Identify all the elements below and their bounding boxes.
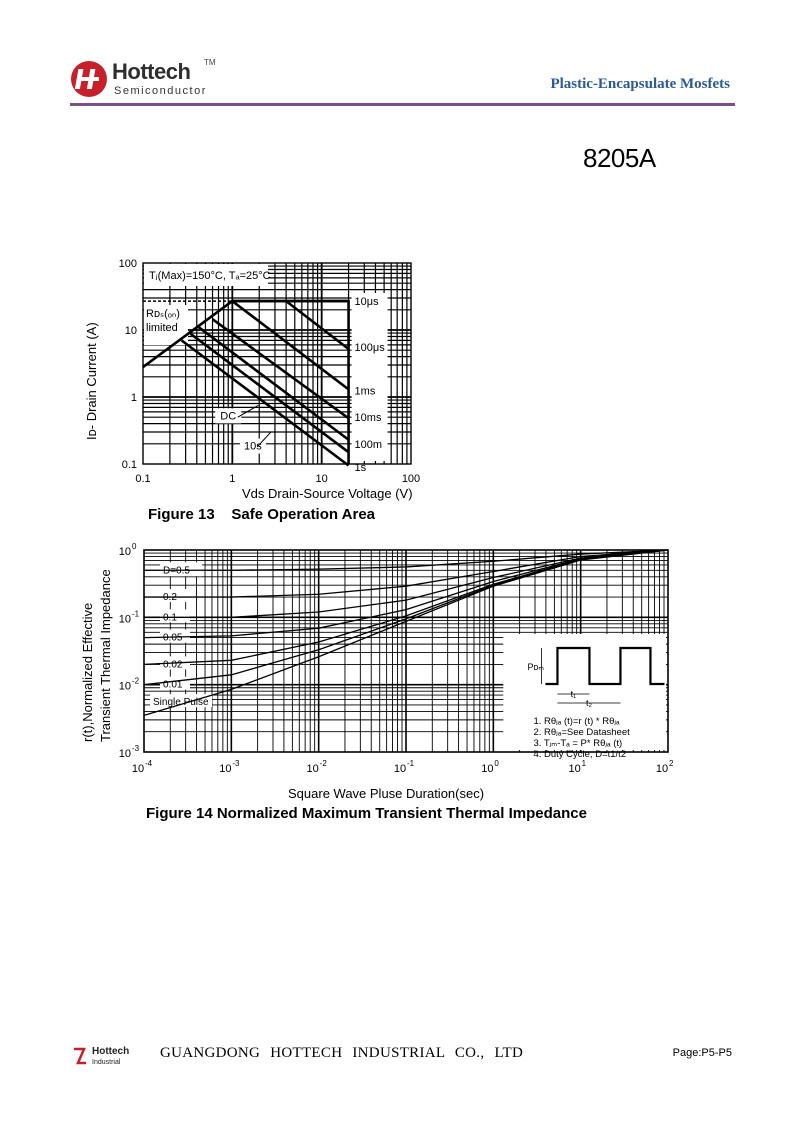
header-divider — [70, 103, 735, 106]
soa-10s-label: 10s — [244, 440, 262, 453]
document-category-title: Plastic-Encapsulate Mosfets — [550, 76, 730, 92]
soa-chart — [70, 250, 450, 505]
trademark: TM — [204, 58, 216, 67]
thermal-y-axis-label-line2: Transient Thermal Impedance — [98, 569, 113, 742]
thermal-impedance-chart — [70, 538, 680, 803]
thermal-x-tick-exponent: 1 — [581, 759, 587, 768]
thermal-y-tick-base: 10 — [118, 680, 131, 693]
brand-name: Hottech — [112, 59, 191, 84]
inset-note: 4. Duty Cycle, D=t1/t2 — [533, 749, 627, 760]
page-number: Page:P5-P5 — [672, 1047, 732, 1059]
soa-rds-limited-label: limited — [146, 322, 178, 334]
soa-x-tick-label: 1 — [229, 473, 236, 485]
pdm-label: Pᴅₘ — [527, 662, 545, 672]
footer-company-name: GUANGDONG HOTTECH INDUSTRIAL CO., LTD — [160, 1045, 524, 1061]
company-logo — [70, 60, 108, 98]
soa-series-label: 10ms — [354, 412, 382, 425]
soa-x-tick-label: 10 — [315, 473, 328, 485]
thermal-series-label: D=0.5 — [163, 565, 190, 577]
soa-series-label: 100m — [354, 438, 383, 451]
thermal-x-tick-exponent: -3 — [232, 759, 240, 768]
soa-x-tick-label: 100 — [401, 473, 421, 485]
thermal-x-tick-base: 10 — [131, 763, 145, 775]
thermal-series-label: 0.2 — [163, 592, 177, 604]
figure-13-title: Safe Operation Area — [231, 506, 376, 523]
soa-frame — [143, 263, 411, 464]
thermal-y-axis-label-line1: r(t),Normalized Effective — [80, 602, 95, 742]
thermal-x-tick-base: 10 — [655, 763, 669, 775]
thermal-x-tick-base: 10 — [393, 763, 407, 775]
inset-note: 3. Tⱼₘ-Tₐ = P* Rθⱼₐ (t) — [533, 738, 623, 749]
figure-14-caption: Figure 14 Normalized Maximum Transient Thermal Impedance — [146, 805, 587, 822]
footer-logo-text: Hottech — [92, 1046, 130, 1057]
thermal-x-tick-base: 10 — [306, 763, 319, 775]
inset-note: 1. Rθⱼₐ (t)=r (t) * Rθⱼₐ — [533, 716, 620, 727]
thermal-series-label: 0.01 — [163, 679, 183, 691]
soa-dc-label: DC — [220, 410, 237, 423]
thermal-series-label: Single Pulse — [153, 697, 209, 709]
soa-y-tick-label: 1 — [130, 392, 137, 404]
t1-label: t₁ — [570, 689, 577, 699]
soa-y-tick-label: 100 — [118, 258, 137, 270]
soa-conditions-label: Tⱼ(Max)=150°C, Tₐ=25°C — [149, 270, 271, 282]
soa-series-label: 10μs — [354, 296, 379, 309]
footer-logo — [72, 1043, 134, 1067]
thermal-x-axis-label: Square Wave Pluse Duration(sec) — [288, 786, 485, 801]
t2-label: t₂ — [585, 698, 592, 708]
thermal-series-label: 0.1 — [163, 612, 177, 624]
thermal-y-tick-exponent: 0 — [132, 542, 137, 551]
soa-rds-label: Rᴅₛ(ₒₙ) — [146, 308, 180, 320]
soa-series-label: 100μs — [354, 341, 385, 354]
thermal-x-tick-base: 10 — [568, 763, 581, 775]
soa-x-tick-label: 0.1 — [135, 473, 151, 485]
thermal-y-tick-base: 10 — [118, 546, 131, 558]
footer-logo-sub: Industrial — [92, 1059, 121, 1066]
soa-series-label: 1ms — [354, 385, 376, 398]
thermal-series-label: 0.05 — [163, 632, 183, 644]
soa-x-axis-label: Vds Drain-Source Voltage (V) — [242, 486, 413, 501]
brand-subtitle: Semiconductor — [114, 85, 207, 97]
thermal-y-tick-exponent: -1 — [132, 609, 140, 619]
thermal-y-tick-exponent: -3 — [132, 744, 140, 753]
thermal-x-tick-exponent: -2 — [319, 759, 327, 768]
figure-13-caption — [148, 506, 375, 523]
thermal-y-tick-base: 10 — [118, 613, 131, 626]
soa-series-label: 1s — [354, 462, 367, 475]
soa-y-tick-label: 10 — [124, 325, 137, 337]
figure-13-number: Figure 13 — [148, 506, 215, 523]
thermal-x-tick-base: 10 — [481, 763, 494, 775]
thermal-x-tick-base: 10 — [219, 763, 232, 775]
soa-series-line — [190, 334, 348, 452]
part-number: 8205A — [583, 143, 656, 173]
thermal-x-tick-exponent: 0 — [494, 759, 499, 768]
soa-y-tick-label: 0.1 — [121, 459, 137, 471]
thermal-x-tick-exponent: -1 — [407, 759, 415, 768]
thermal-x-tick-exponent: 2 — [669, 759, 674, 768]
thermal-x-tick-exponent: -4 — [145, 759, 153, 768]
thermal-series-label: 0.02 — [163, 659, 183, 671]
inset-note: 2. Rθⱼₐ=See Datasheet — [533, 727, 630, 738]
thermal-y-tick-exponent: -2 — [132, 676, 140, 686]
soa-legend-bg — [352, 293, 388, 461]
thermal-y-tick-base: 10 — [118, 748, 131, 760]
soa-y-axis-label: Iᴅ- Drain Current (A) — [84, 322, 99, 440]
